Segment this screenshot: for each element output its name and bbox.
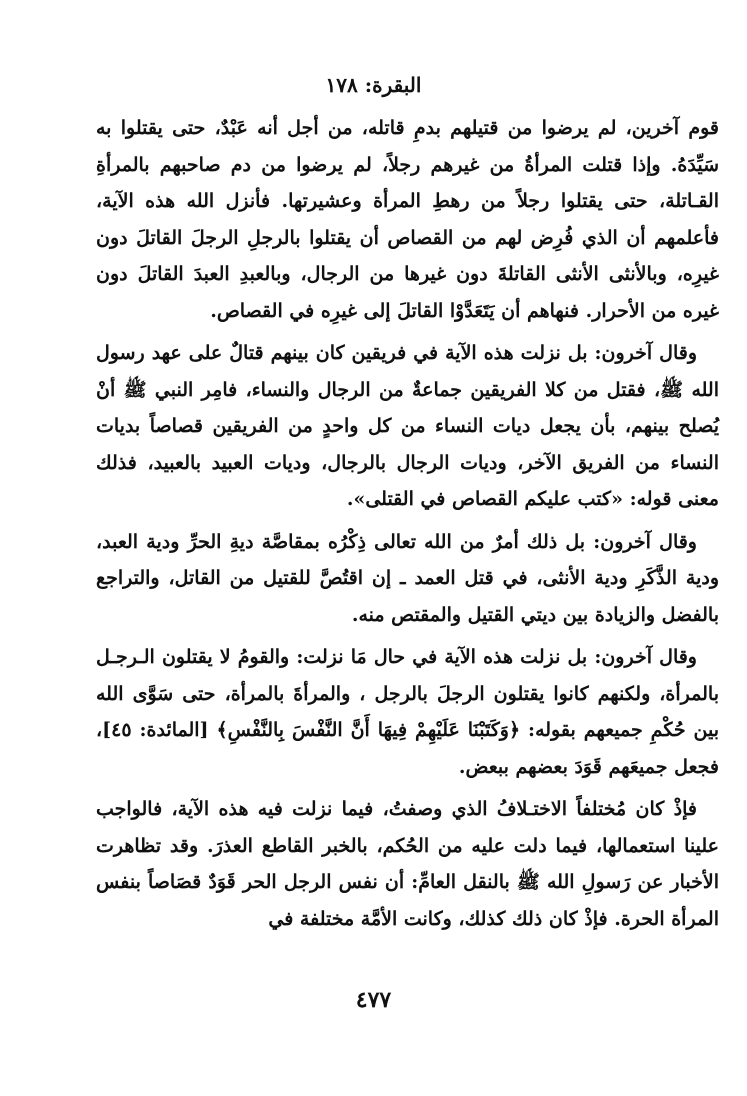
paragraph-1: قوم آخرين، لم يرضوا من قتيلهم بدمِ قاتله، من أجل أنه عَبْدٌ، حتى يقتلوا به سَيِّدَهُ. وإذا قتلت المرأةُ من غيرهم رجلاً، لم يرضوا من دم صاحبهم بالمرأةِ القـاتلة، حتى يقتلوا رجلاً من رهطِ المرأة وعشيرتها. فأنزل الله هذه الآية، فأعلمهم أن الذي فُرِض لهم من القصاص أن يقتلوا بالرجلِ الرجلَ القاتلَ دون غيرِه، وبالأنثى الأنثى القاتلةَ دون غيرها من الرجال، وبالعبدِ العبدَ القاتلَ دون غيره من الأحرار. فنهاهم أن يَتَعَدَّوْا القاتلَ إلى غيرِه في القصاص.	[96, 117, 719, 322]
paragraph-3: وقال آخرون: بل ذلك أمرٌ من الله تعالى ذِكْرُه بمقاصَّة ديةِ الحرِّ ودية العبد، ودية الذَّكَرِ ودية الأنثى، في قتل العمد ـ إن اقتُصَّ للقتيل من القاتل، والتراجع بالفضل والزيادة بين ديتي القتيل والمقتص منه.	[96, 530, 719, 626]
paragraph-2: وقال آخرون: بل نزلت هذه الآية في فريقين كان بينهم قتالٌ على عهد رسول الله ﷺ، فقتل من كلا الفريقين جماعةٌ من الرجال والنساء، فامِر النبي ﷺ أنْ يُصلح بينهم، بأن يجعل ديات النساء من كل واحدٍ من الفريقين قصاصاً بديات النساء من الفريق الآخر، وديات الرجال بالرجال، وديات العبيد بالعبيد، فذلك معنى قوله: «كتب عليكم القصاص في القتلى».	[96, 342, 719, 510]
paragraph-4: وقال آخرون: بل نزلت هذه الآية في حال مَا نزلت: والقومُ لا يقتلون الـرجـل بالمرأة، ولكنهم كانوا يقتلون الرجلَ بالرجل ، والمرأةَ بالمرأة، حتى سَوَّى الله بين حُكْمِ جميعهم بقوله: ﴿وَكَتَبْنَا عَلَيْهِمْ فِيهَا أَنَّ النَّفْسَ بِالنَّفْسِ﴾ [المائدة: ٤٥]، فجعل جميعَهم قَوَدَ بعضهم ببعض.	[96, 646, 719, 778]
running-head: البقرة: ١٧٨	[325, 73, 422, 97]
page-body	[96, 110, 719, 937]
page-number: ٤٧٧	[355, 987, 392, 1013]
paragraph-5: فإذْ كان مُختلفاً الاختـلافُ الذي وصفتُ، فيما نزلت فيه هذه الآية، فالواجب علينا استعمالها، فيما دلت عليه من الحُكم، بالخبر القاطع العذرَ. وقد تظاهرت الأخبار عن رَسولِ الله ﷺ بالنقل العامِّ: أن نفس الرجل الحر قَوَدٌ قصَاصاً بنفس المرأة الحرة. فإذْ كان ذلك كذلك، وكانت الأمَّة مختلفة في	[96, 798, 719, 930]
